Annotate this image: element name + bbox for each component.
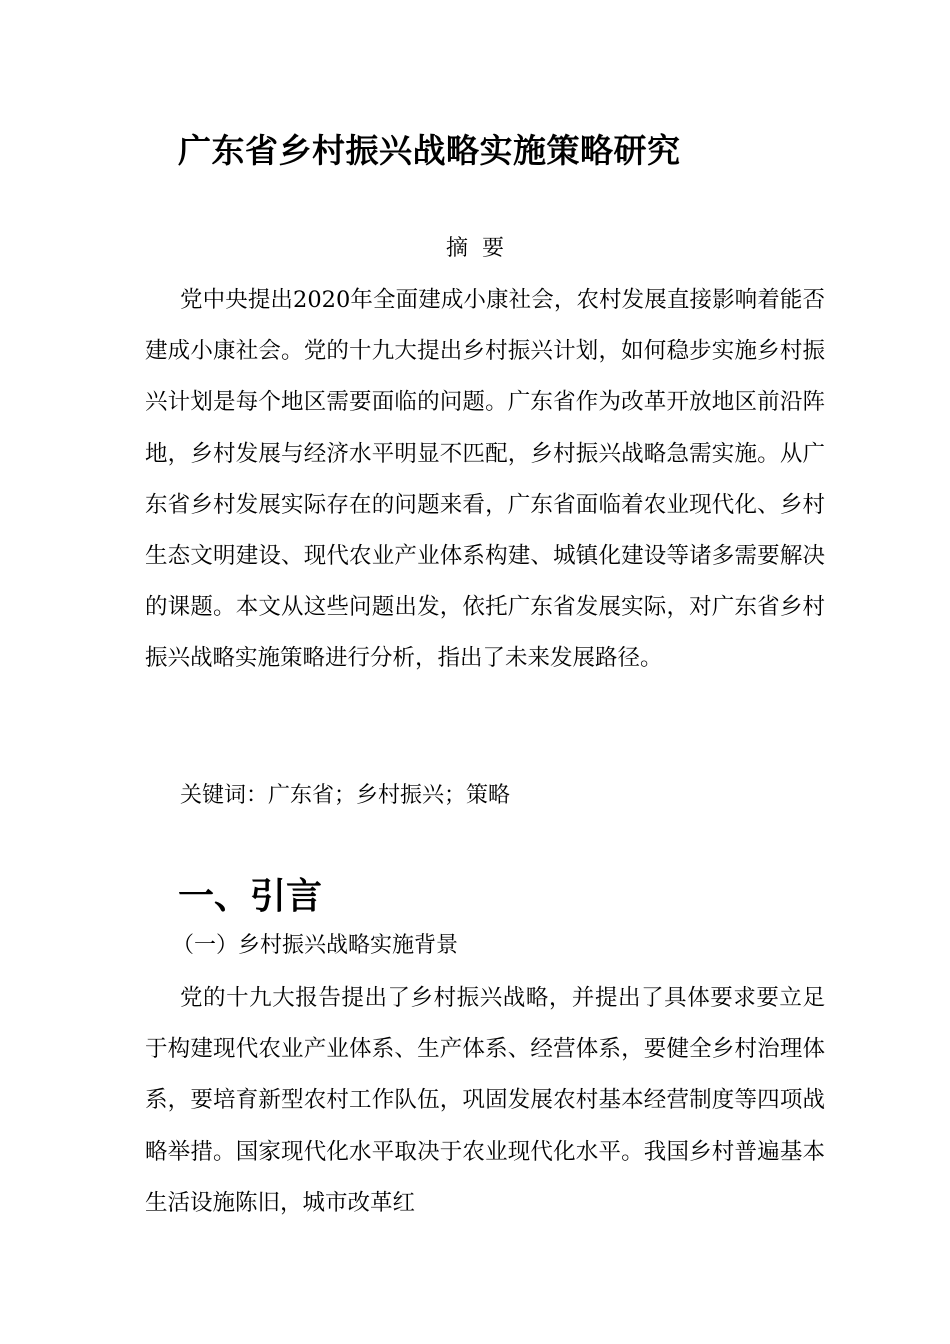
background-paragraph: 党的十九大报告提出了乡村振兴战略，并提出了具体要求要立足于构建现代农业产业体系、生产体系、经营体系，要健全乡村治理体系，要培育新型农村工作队伍，巩固发展农村基本经营制度等四项战略举措。国家现代化水平取决于农业现代化水平。我国乡村普遍基本生活设施陈旧，城市改革红 (145, 985, 825, 1216)
keywords-line: 关键词：广东省；乡村振兴；策略 (180, 783, 511, 808)
abstract-heading: 摘要 (445, 236, 518, 261)
abstract-body: 党中央提出2020年全面建成小康社会，农村发展直接影响着能否建成小康社会。党的十九大提出乡村振兴计划，如何稳步实施乡村振兴计划是每个地区需要面临的问题。广东省作为改革开放地区前沿阵地，乡村发展与经济水平明显不匹配，乡村振兴战略急需实施。从广东省乡村发展实际存在的问题来看，广东省面临着农业现代化、乡村生态文明建设、现代农业产业体系构建、城镇化建设等诸多需要解决的课题。本文从这些问题出发，依托广东省发展实际，对广东省乡村振兴战略实施策略进行分析，指出了未来发展路径。 (145, 287, 825, 672)
subsection-heading-background: （一）乡村振兴战略实施背景 (172, 933, 459, 958)
document-title: 广东省乡村振兴战略实施策略研究 (178, 131, 681, 170)
section-heading-introduction: 一、引言 (178, 876, 323, 917)
